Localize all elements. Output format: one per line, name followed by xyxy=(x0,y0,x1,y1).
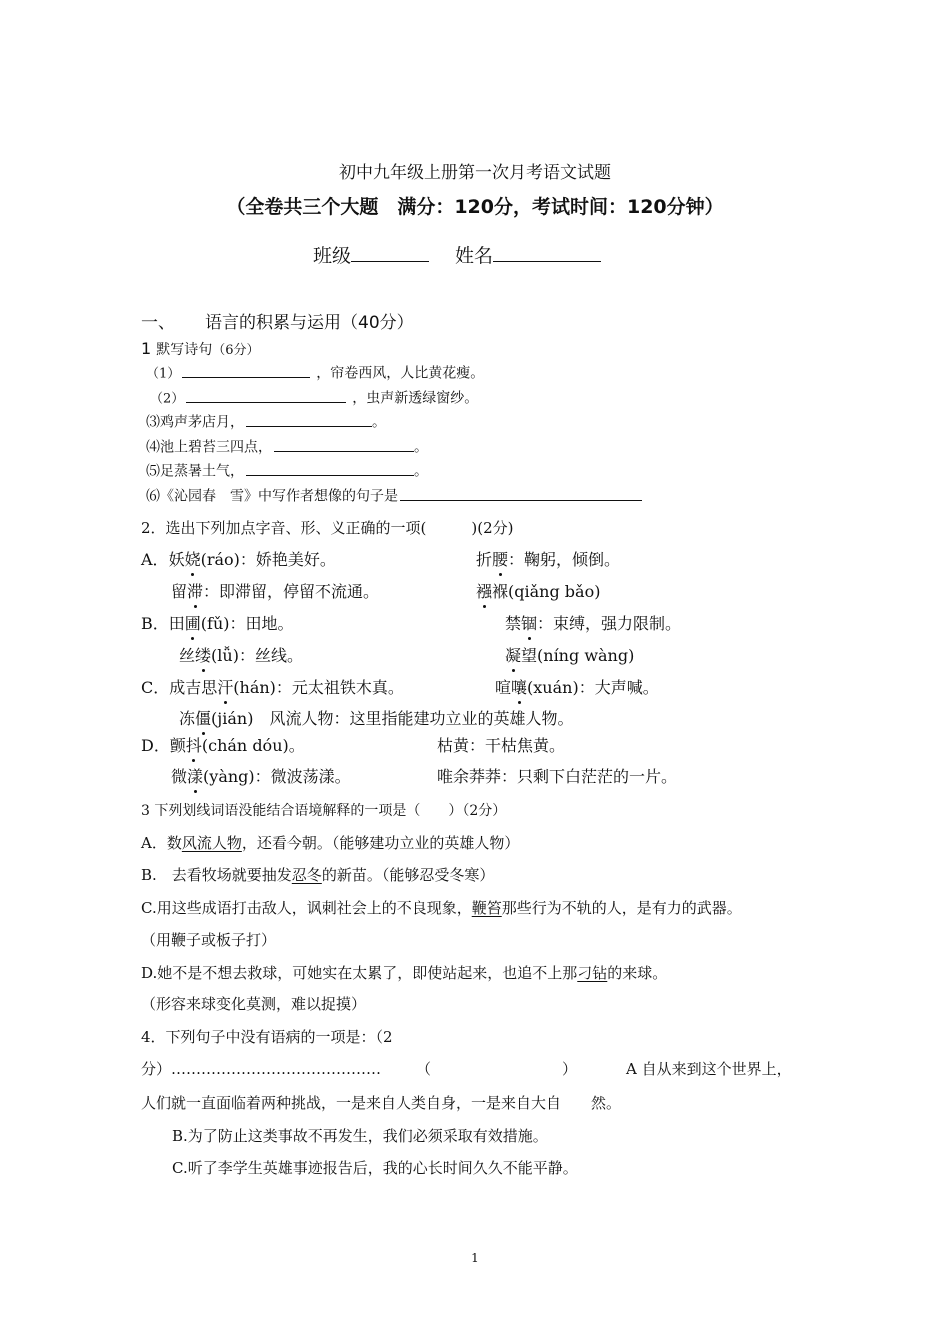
q2-option-c-item2 xyxy=(495,675,659,698)
word-gloss: (yàng)：微波荡漾。 xyxy=(203,767,351,786)
word-gloss: (ráo)：娇艳美好。 xyxy=(200,550,336,569)
q1-item-text: 。 xyxy=(372,414,386,431)
word-gloss: 褓(qiǎng bǎo) xyxy=(492,582,601,601)
q2-option-d-item4: 唯余莽莽：只剩下白茫茫的一片。 xyxy=(437,767,678,786)
dotted-char: 嚷 xyxy=(511,675,527,698)
word-gloss: (fǔ)：田地。 xyxy=(200,614,294,633)
word-gloss: (jián) 风流人物：这里指能建功立业的英雄人物。 xyxy=(211,709,574,728)
option-letter: B． xyxy=(141,614,169,633)
answer-blank[interactable] xyxy=(274,436,414,452)
option-text-cont: 那些行为不轨的人，是有力的武器。 xyxy=(501,899,742,917)
q1-item-label: ⑸足蒸暑土气， xyxy=(146,463,244,480)
q1-item-label: （2） xyxy=(150,391,185,407)
class-blank[interactable] xyxy=(351,241,429,262)
answer-blank[interactable] xyxy=(246,411,372,427)
q3-option-c xyxy=(141,897,742,918)
underlined-term: 风流人物 xyxy=(181,834,242,852)
word-gloss: 望(níng wàng) xyxy=(521,646,635,665)
answer-blank[interactable] xyxy=(400,485,642,501)
option-gloss: ，还看今朝。（能够建功立业的英雄人物） xyxy=(241,834,520,852)
q1-item-label: ⑶鸡声茅店月， xyxy=(146,414,244,431)
q1-item-label: ⑹《沁园春 雪》中写作者想像的句子是 xyxy=(146,488,398,505)
underlined-term: 忍冬 xyxy=(291,866,322,884)
option-letter: C． xyxy=(141,678,170,697)
option-letter: A． xyxy=(141,550,169,569)
word-text: 禁 xyxy=(505,614,522,633)
q4-option-c: C.听了李学生英雄事迹报告后，我的心长时间久久不能平静。 xyxy=(172,1159,578,1177)
q3-option-b xyxy=(141,864,494,885)
answer-blank[interactable] xyxy=(186,387,346,403)
q1-item-6 xyxy=(146,485,642,506)
q3-option-d xyxy=(141,962,667,983)
q2-stem: 2．选出下列加点字音、形、义正确的一项( )(2分) xyxy=(141,519,514,537)
q2-option-a-line1 xyxy=(141,547,336,570)
q2-option-c-line1 xyxy=(141,675,404,698)
q1-item-1 xyxy=(146,362,484,383)
word-gloss: ：束缚，强力限制。 xyxy=(537,614,682,633)
dotted-char: 圃 xyxy=(185,611,201,634)
q4-stem: 4．下列句子中没有语病的一项是：（2 xyxy=(141,1028,393,1046)
word-text: 喧 xyxy=(495,678,512,697)
q1-item-label: ⑷池上碧苔三四点， xyxy=(146,439,272,456)
q4-option-a: A 自从来到这个世界上， xyxy=(626,1060,792,1078)
option-text: C.用这些成语打击敌人，讽刺社会上的不良现象， xyxy=(141,899,472,917)
word-text: 田 xyxy=(168,614,185,633)
word-gloss: ：鞠躬，倾倒。 xyxy=(508,550,621,569)
q3-option-c-gloss: （用鞭子或板子打） xyxy=(141,931,277,949)
option-text-cont: 的来球。 xyxy=(607,964,668,982)
answer-blank[interactable] xyxy=(246,460,414,476)
option-text: A．数 xyxy=(141,834,182,852)
dotted-char: 缕 xyxy=(195,643,211,666)
q4-answer-paren-open: （ xyxy=(416,1060,432,1078)
section-number: 一、 xyxy=(141,313,175,333)
word-text: 微 xyxy=(171,767,188,786)
q1-score: （6分） xyxy=(212,343,260,358)
q1-item-label: （1） xyxy=(146,366,181,382)
dotted-char: 襁 xyxy=(476,579,492,602)
q1-item-text: 。 xyxy=(414,439,428,456)
dotted-char: 漾 xyxy=(187,764,203,787)
q3-option-a xyxy=(141,832,519,853)
option-text: D.她不是不想去救球，可她实在太累了，即使站起来，也追不上那 xyxy=(141,964,578,982)
exam-title: 初中九年级上册第一次月考语文试题 xyxy=(339,163,611,183)
q4-option-a-cont: 人们就一直面临着两种挑战，一是来自人类自身，一是来自大自 然。 xyxy=(141,1094,622,1112)
dotted-char: 滞 xyxy=(187,579,203,602)
dotted-char: 娆 xyxy=(185,547,201,570)
q1-item-text: ，帘卷西风，人比黄花瘦。 xyxy=(316,365,485,382)
dotted-char: 汗 xyxy=(217,675,233,698)
q1-text: 默写诗句 xyxy=(156,342,213,358)
q1-item-text: ，虫声新透绿窗纱。 xyxy=(352,390,479,407)
q4-option-b: B.为了防止这类事故不再发生，我们必须采取有效措施。 xyxy=(172,1127,548,1145)
word-text: 成吉思 xyxy=(169,678,218,697)
dotted-char: 腰 xyxy=(492,547,508,570)
q2-option-a-item3 xyxy=(171,579,379,602)
q2-option-b-item2 xyxy=(505,611,681,634)
word-text: 留 xyxy=(171,582,188,601)
dotted-char: 僵 xyxy=(195,706,211,729)
q1-number: 1 xyxy=(141,339,152,358)
class-field xyxy=(313,241,429,268)
name-label: 姓名 xyxy=(455,245,494,267)
answer-blank[interactable] xyxy=(182,362,310,378)
word-text: 冻 xyxy=(179,709,196,728)
dotted-char: 锢 xyxy=(521,611,537,634)
underlined-term: 鞭笞 xyxy=(471,899,502,917)
q3-stem: 3 下列划线词语没能结合语境解释的一项是（ ）（2分） xyxy=(141,803,507,819)
q4-stem-cont: 分）…………………………………… xyxy=(141,1060,382,1078)
q2-option-c-item3 xyxy=(179,706,573,729)
word-text: 妖 xyxy=(168,550,185,569)
q1-item-2 xyxy=(150,387,478,408)
class-label: 班级 xyxy=(313,245,352,267)
q2-option-a-item2 xyxy=(476,547,620,570)
q2-option-d-item3 xyxy=(171,764,351,787)
q2-option-d-line1 xyxy=(141,733,305,756)
underlined-term: 刁钻 xyxy=(577,964,608,982)
q2-option-b-line1 xyxy=(141,611,294,634)
q1-item-text: 。 xyxy=(414,463,428,480)
q1-item-4 xyxy=(146,436,428,457)
q2-option-b-item3 xyxy=(179,643,303,666)
word-text: 丝 xyxy=(179,646,196,665)
name-blank[interactable] xyxy=(493,241,601,262)
q2-option-a-item4 xyxy=(476,579,600,602)
section-title: 语言的积累与运用（40分） xyxy=(205,313,414,333)
dotted-char: 凝 xyxy=(505,643,521,666)
section-heading xyxy=(141,308,414,333)
word-gloss: ：即滞留，停留不流通。 xyxy=(203,582,380,601)
q1-stem xyxy=(141,339,260,359)
q2-option-b-item4 xyxy=(505,643,634,666)
q1-item-3 xyxy=(146,411,386,432)
word-gloss: (hán)：元太祖铁木真。 xyxy=(233,678,404,697)
dotted-char: 抖 xyxy=(186,733,202,756)
page-number: 1 xyxy=(471,1251,479,1265)
word-gloss: (chán dóu)。 xyxy=(201,736,305,755)
q1-item-5 xyxy=(146,460,428,481)
q2-option-d-item2: 枯黄：干枯焦黄。 xyxy=(437,736,566,755)
q4-answer-paren-close: ） xyxy=(562,1060,578,1078)
word-text: 折 xyxy=(476,550,493,569)
option-letter: D． xyxy=(141,736,170,755)
word-gloss: (xuán)：大声喊。 xyxy=(527,678,659,697)
name-field xyxy=(455,241,601,268)
option-text: B. 去看牧场就要抽发 xyxy=(141,866,292,884)
q3-option-d-gloss: （形容来球变化莫测，难以捉摸） xyxy=(141,995,367,1013)
word-text: 颤 xyxy=(169,736,186,755)
exam-subtitle: （全卷共三个大题 满分：120分，考试时间：120分钟） xyxy=(226,196,724,218)
word-gloss: (lǚ)：丝线。 xyxy=(211,646,303,665)
option-gloss: 的新苗。（能够忍受冬寒） xyxy=(321,866,495,884)
